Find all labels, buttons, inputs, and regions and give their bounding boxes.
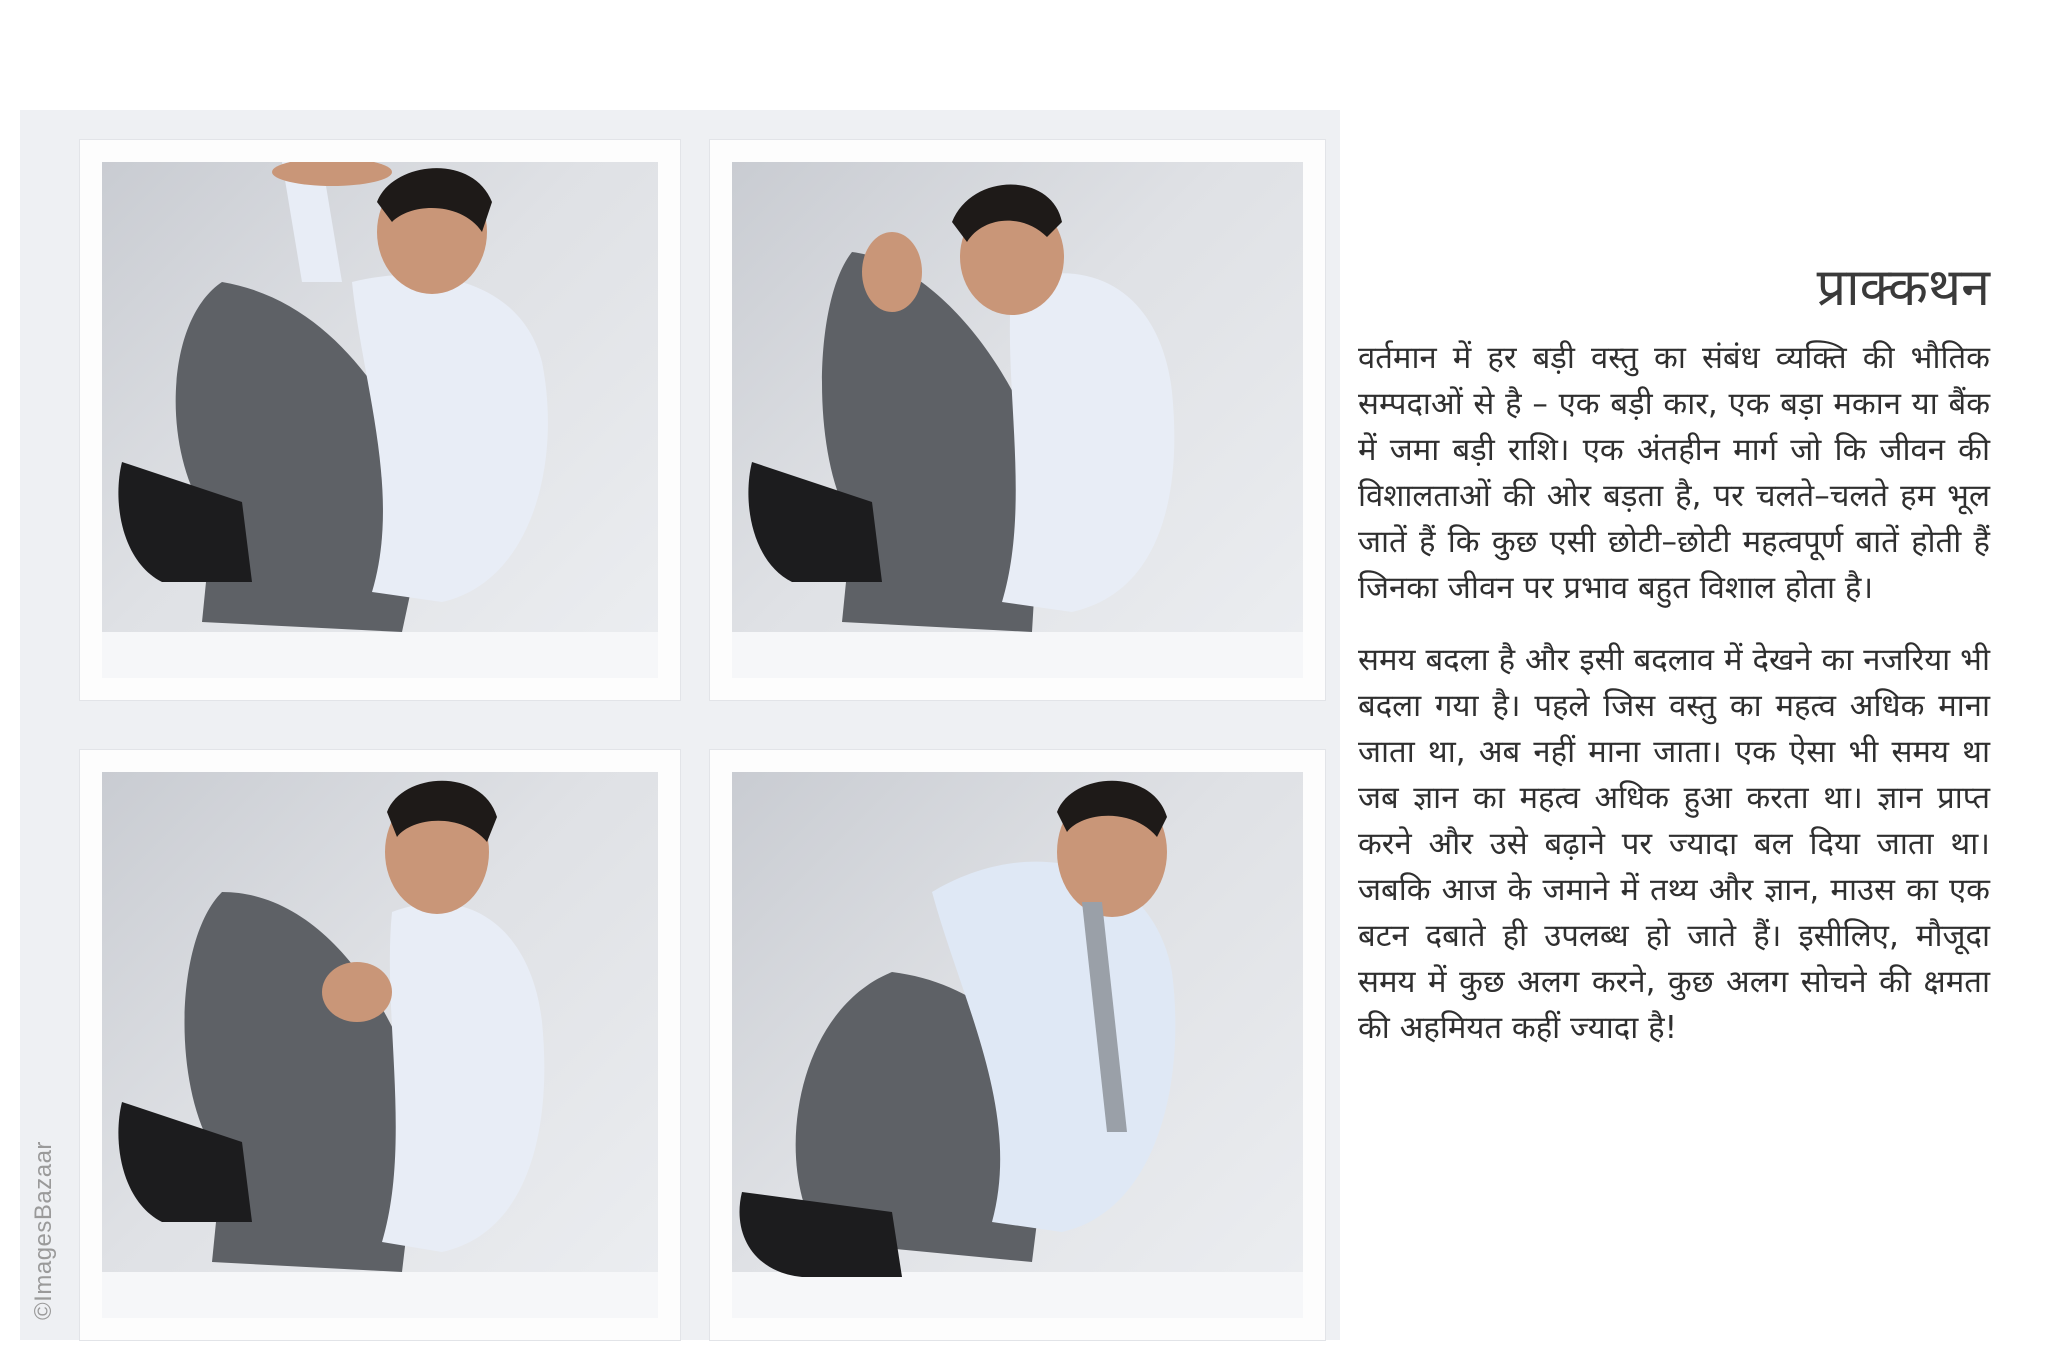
- paragraph-2: समय बदला है और इसी बदलाव में देखने का नजरिया भी बदला गया है। पहले जिस वस्तु का महत्व अधिक माना जाता था, अब नहीं माना जाता। एक ऐसा भी समय था जब ज्ञान का महत्व अधिक हुआ करता था। ज्ञान प्राप्त करने और उसे बढ़ाने पर ज्यादा बल दिया जाता था। जबकि आज के जमाने में तथ्य और ज्ञान, माउस का एक बटन दबाते ही उपलब्ध हो जाते हैं। इसीलिए, मौजूदा समय में कुछ अलग करने, कुछ अलग सोचने की क्षमता की अहमियत कहीं ज्यादा है!: [1358, 642, 1990, 1046]
- photo-credit: ©ImagesBazaar: [30, 1141, 57, 1320]
- photo-man-in-box-2: [710, 140, 1325, 700]
- photo-man-in-box-4: [710, 750, 1325, 1340]
- paragraph-1: वर्तमान में हर बड़ी वस्तु का संबंध व्यक्ति की भौतिक सम्पदाओं से है – एक बड़ी कार, एक बड़ा मकान या बैंक में जमा बड़ी राशि। एक अंतहीन मार्ग जो कि जीवन की विशालताओं की ओर बड़ता है, पर चलते–चलते हम भूल जातें हैं कि कुछ एसी छोटी–छोटी महत्वपूर्ण बातें होती हैं जिनका जीवन पर प्रभाव बहुत विशाल होता है।: [1358, 340, 1990, 606]
- page-title: प्राक्कथन: [1816, 258, 1990, 318]
- photo-man-in-box-1: [80, 140, 680, 700]
- foreword-text-column: [1358, 250, 1990, 1077]
- man-crouching-figure: [102, 162, 658, 678]
- man-looking-up-figure: [102, 772, 658, 1318]
- man-head-down-figure: [732, 162, 1303, 678]
- photo-collage: [20, 110, 1340, 1340]
- photo-man-in-box-3: [80, 750, 680, 1340]
- man-eyes-closed-figure: [732, 772, 1303, 1318]
